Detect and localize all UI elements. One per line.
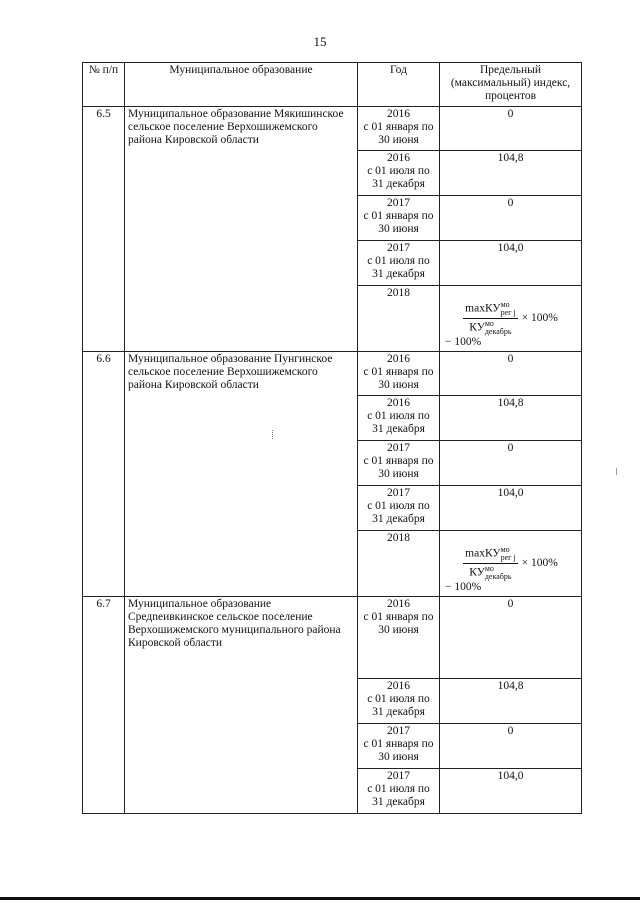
index-cell — [440, 441, 582, 486]
year-value: 2016 — [387, 598, 410, 610]
year-cell — [358, 396, 440, 441]
index-cell — [440, 352, 582, 396]
formula-sub-reg: рег j — [500, 308, 516, 317]
table-row — [83, 597, 582, 679]
index-value: 0 — [507, 197, 514, 209]
year-cell — [358, 486, 440, 531]
period-value: с 01 июля по 31 декабря — [367, 255, 430, 280]
municipality-name: Муниципальное образование Пунгинское сельское поселение Верхошижемского района Кировской области — [125, 352, 358, 597]
year-cell — [358, 151, 440, 196]
year-value: 2016 — [387, 680, 410, 692]
index-value: 104,0 — [497, 242, 524, 254]
scan-mark — [272, 430, 275, 439]
formula-indices — [485, 320, 512, 336]
index-value: 104,8 — [497, 152, 524, 164]
formula-ku: КУ — [469, 321, 485, 334]
formula-max: maxКУ — [465, 547, 501, 560]
year-value: 2018 — [387, 532, 410, 544]
period-value: с 01 июля по 31 декабря — [367, 783, 430, 808]
tariff-index-table — [82, 62, 582, 814]
index-value: 104,0 — [497, 487, 524, 499]
period-value: с 01 июля по 31 декабря — [367, 410, 430, 435]
index-value: 0 — [507, 442, 514, 454]
formula-fraction — [463, 546, 517, 581]
index-cell — [440, 486, 582, 531]
year-value: 2017 — [387, 242, 410, 254]
period-value: с 01 июля по 31 декабря — [367, 693, 430, 718]
year-cell — [358, 597, 440, 679]
page-number: 15 — [313, 34, 327, 49]
table-row — [83, 352, 582, 396]
scan-mark — [616, 468, 617, 475]
year-cell — [358, 769, 440, 814]
formula-sup-mo: мо — [484, 319, 494, 328]
formula-sub-dec: декабрь — [484, 327, 512, 336]
year-value: 2017 — [387, 487, 410, 499]
period-value: с 01 января по 30 июня — [363, 366, 434, 391]
period-value: с 01 января по 30 июня — [363, 611, 434, 636]
row-number: 6.7 — [83, 597, 125, 814]
year-value: 2016 — [387, 397, 410, 409]
period-value: с 01 января по 30 июня — [363, 210, 434, 235]
row-number: 6.6 — [83, 352, 125, 597]
formula-minus: − 100% — [445, 581, 482, 593]
formula-sub-dec: декабрь — [484, 572, 512, 581]
formula-sup-mo: мо — [500, 545, 510, 554]
year-value: 2016 — [387, 152, 410, 164]
index-cell — [440, 769, 582, 814]
formula-denominator — [467, 319, 513, 336]
index-formula — [443, 301, 578, 336]
table-row — [83, 107, 582, 151]
period-value: с 01 января по 30 июня — [363, 455, 434, 480]
formula-minus: − 100% — [445, 336, 482, 348]
year-cell — [358, 531, 440, 597]
formula-sup-mo: мо — [500, 300, 510, 309]
formula-numerator — [463, 301, 517, 319]
row-number: 6.5 — [83, 107, 125, 352]
formula-times: × 100% — [521, 557, 558, 569]
formula-fraction — [463, 301, 517, 336]
index-value: 104,0 — [497, 770, 524, 782]
scan-bottom-edge — [0, 897, 640, 900]
header-index: Предельный (максимальный) индекс, процентов — [440, 63, 582, 107]
formula-sup-mo: мо — [484, 564, 494, 573]
period-value: с 01 января по 30 июня — [363, 738, 434, 763]
year-cell — [358, 679, 440, 724]
year-value: 2017 — [387, 770, 410, 782]
year-cell — [358, 352, 440, 396]
table-header-row — [83, 63, 582, 107]
index-cell — [440, 531, 582, 597]
year-cell — [358, 724, 440, 769]
header-year: Год — [358, 63, 440, 107]
year-cell — [358, 441, 440, 486]
index-cell — [440, 679, 582, 724]
header-num: № п/п — [83, 63, 125, 107]
year-cell — [358, 196, 440, 241]
formula-numerator — [463, 546, 517, 564]
formula-denominator — [467, 564, 513, 581]
index-cell — [440, 151, 582, 196]
index-value: 104,8 — [497, 680, 524, 692]
index-cell — [440, 597, 582, 679]
index-value: 0 — [507, 725, 514, 737]
index-cell — [440, 396, 582, 441]
year-cell — [358, 241, 440, 286]
formula-indices — [485, 565, 512, 581]
index-value: 0 — [507, 598, 514, 610]
formula-ku: КУ — [469, 566, 485, 579]
index-value: 0 — [507, 353, 514, 365]
index-cell — [440, 196, 582, 241]
year-value: 2018 — [387, 287, 410, 299]
header-municipality: Муниципальное образование — [125, 63, 358, 107]
period-value: с 01 июля по 31 декабря — [367, 165, 430, 190]
index-cell — [440, 107, 582, 151]
year-cell — [358, 107, 440, 151]
index-cell — [440, 286, 582, 352]
year-cell — [358, 286, 440, 352]
period-value: с 01 июля по 31 декабря — [367, 500, 430, 525]
period-value: с 01 января по 30 июня — [363, 121, 434, 146]
index-cell — [440, 724, 582, 769]
municipality-name: Муниципальное образование Средneивкинское сельское поселение Верхошижемского муниципального района Кировской области — [125, 597, 358, 814]
index-formula — [443, 546, 578, 581]
table-body — [83, 107, 582, 814]
index-value: 0 — [507, 108, 514, 120]
formula-max: maxКУ — [465, 302, 501, 315]
year-value: 2017 — [387, 725, 410, 737]
formula-times: × 100% — [521, 312, 558, 324]
year-value: 2016 — [387, 353, 410, 365]
formula-indices — [501, 301, 516, 317]
index-value: 104,8 — [497, 397, 524, 409]
municipality-name: Муниципальное образование Мякишинское сельское поселение Верхошижемского района Кировской области — [125, 107, 358, 352]
formula-sub-reg: рег j — [500, 553, 516, 562]
year-value: 2016 — [387, 108, 410, 120]
index-cell — [440, 241, 582, 286]
year-value: 2017 — [387, 197, 410, 209]
formula-indices — [501, 546, 516, 562]
year-value: 2017 — [387, 442, 410, 454]
